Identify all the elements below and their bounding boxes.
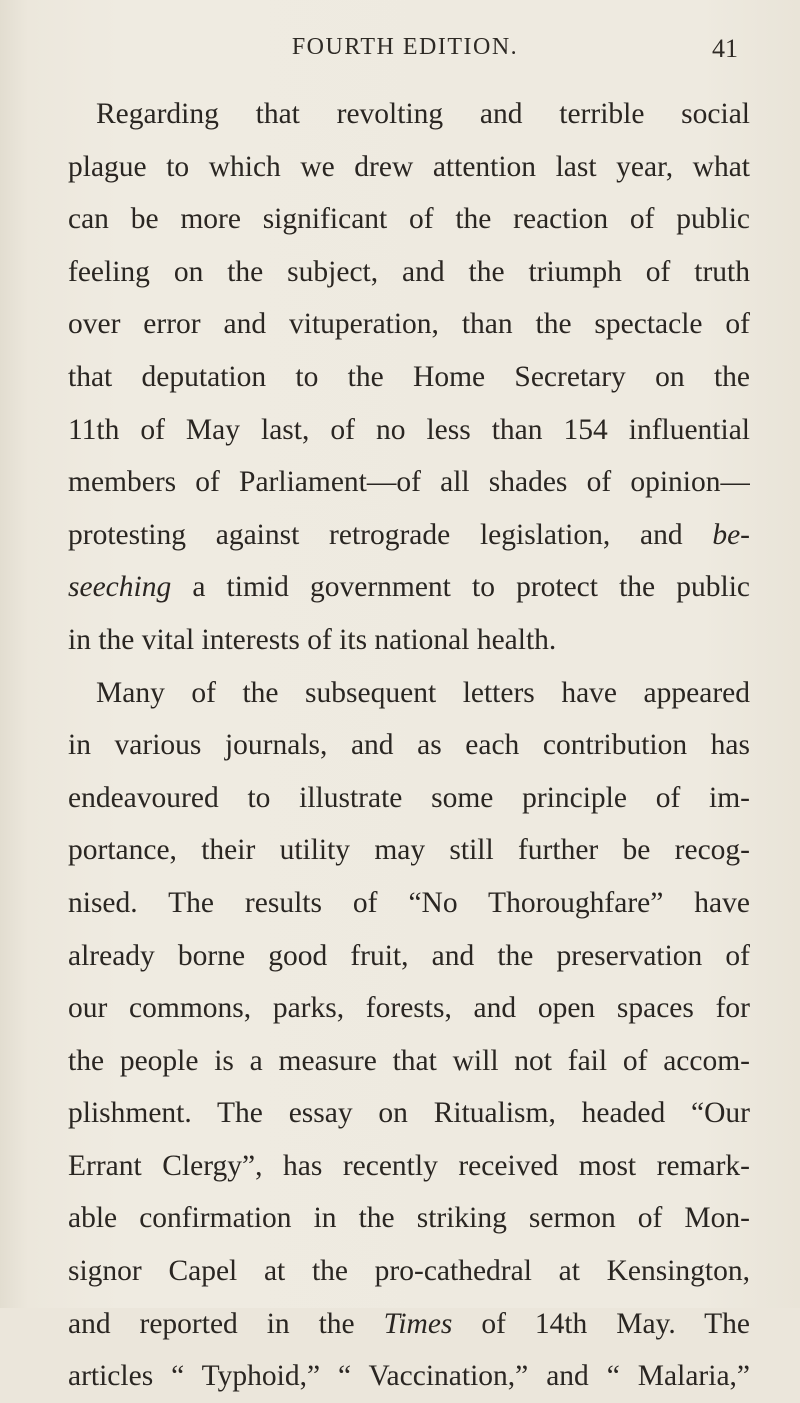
- text-line: seeching a timid government to protect the public: [68, 571, 750, 604]
- text-line: nised. The results of “No Thoroughfare” have: [68, 886, 750, 919]
- running-head: FOURTH EDITION.: [291, 34, 519, 60]
- text-line: plague to which we drew attention last year, what: [68, 150, 750, 183]
- page-number: 41: [712, 34, 738, 63]
- text-line: signor Capel at the pro-cathedral at Kensington,: [68, 1255, 750, 1288]
- text-line: in various journals, and as each contribution has: [68, 729, 750, 762]
- text-line: our commons, parks, forests, and open spaces for: [68, 992, 750, 1025]
- text-line: that deputation to the Home Secretary on the: [68, 360, 750, 393]
- text-line: Errant Clergy”, has recently received most remark-: [68, 1149, 750, 1182]
- text-line: the people is a measure that will not fail of accom-: [68, 1044, 750, 1077]
- text-line: portance, their utility may still further be recog-: [68, 834, 750, 867]
- page-header: [60, 34, 750, 70]
- text-line: already borne good fruit, and the preservation of: [68, 939, 750, 972]
- body-text: [68, 88, 750, 1403]
- text-line: in the vital interests of its national health.: [68, 623, 557, 656]
- text-line: Regarding that revolting and terrible social: [96, 98, 750, 130]
- text-line: can be more significant of the reaction of public: [68, 203, 750, 236]
- italic-text: be-: [712, 518, 750, 551]
- text-line: members of Parliament—of all shades of opinion—: [68, 466, 750, 499]
- text-line: 11th of May last, of no less than 154 influential: [68, 413, 750, 446]
- text-line: articles “ Typhoid,” “ Vaccination,” and “ Malaria,”: [68, 1360, 750, 1393]
- italic-text: Times: [383, 1307, 453, 1340]
- text-line: Many of the subsequent letters have appeared: [96, 676, 750, 709]
- text-line: endeavoured to illustrate some principle of im-: [68, 781, 750, 814]
- text-line: protesting against retrograde legislation, and be-: [68, 518, 750, 551]
- text-line: over error and vituperation, than the spectacle of: [68, 308, 750, 341]
- text-line: and reported in the Times of 14th May. The: [68, 1307, 750, 1340]
- text-line: plishment. The essay on Ritualism, headed “Our: [68, 1097, 750, 1130]
- text-line: able confirmation in the striking sermon of Mon-: [68, 1202, 750, 1235]
- italic-text: seeching: [68, 571, 172, 604]
- text-line: feeling on the subject, and the triumph of truth: [68, 255, 750, 288]
